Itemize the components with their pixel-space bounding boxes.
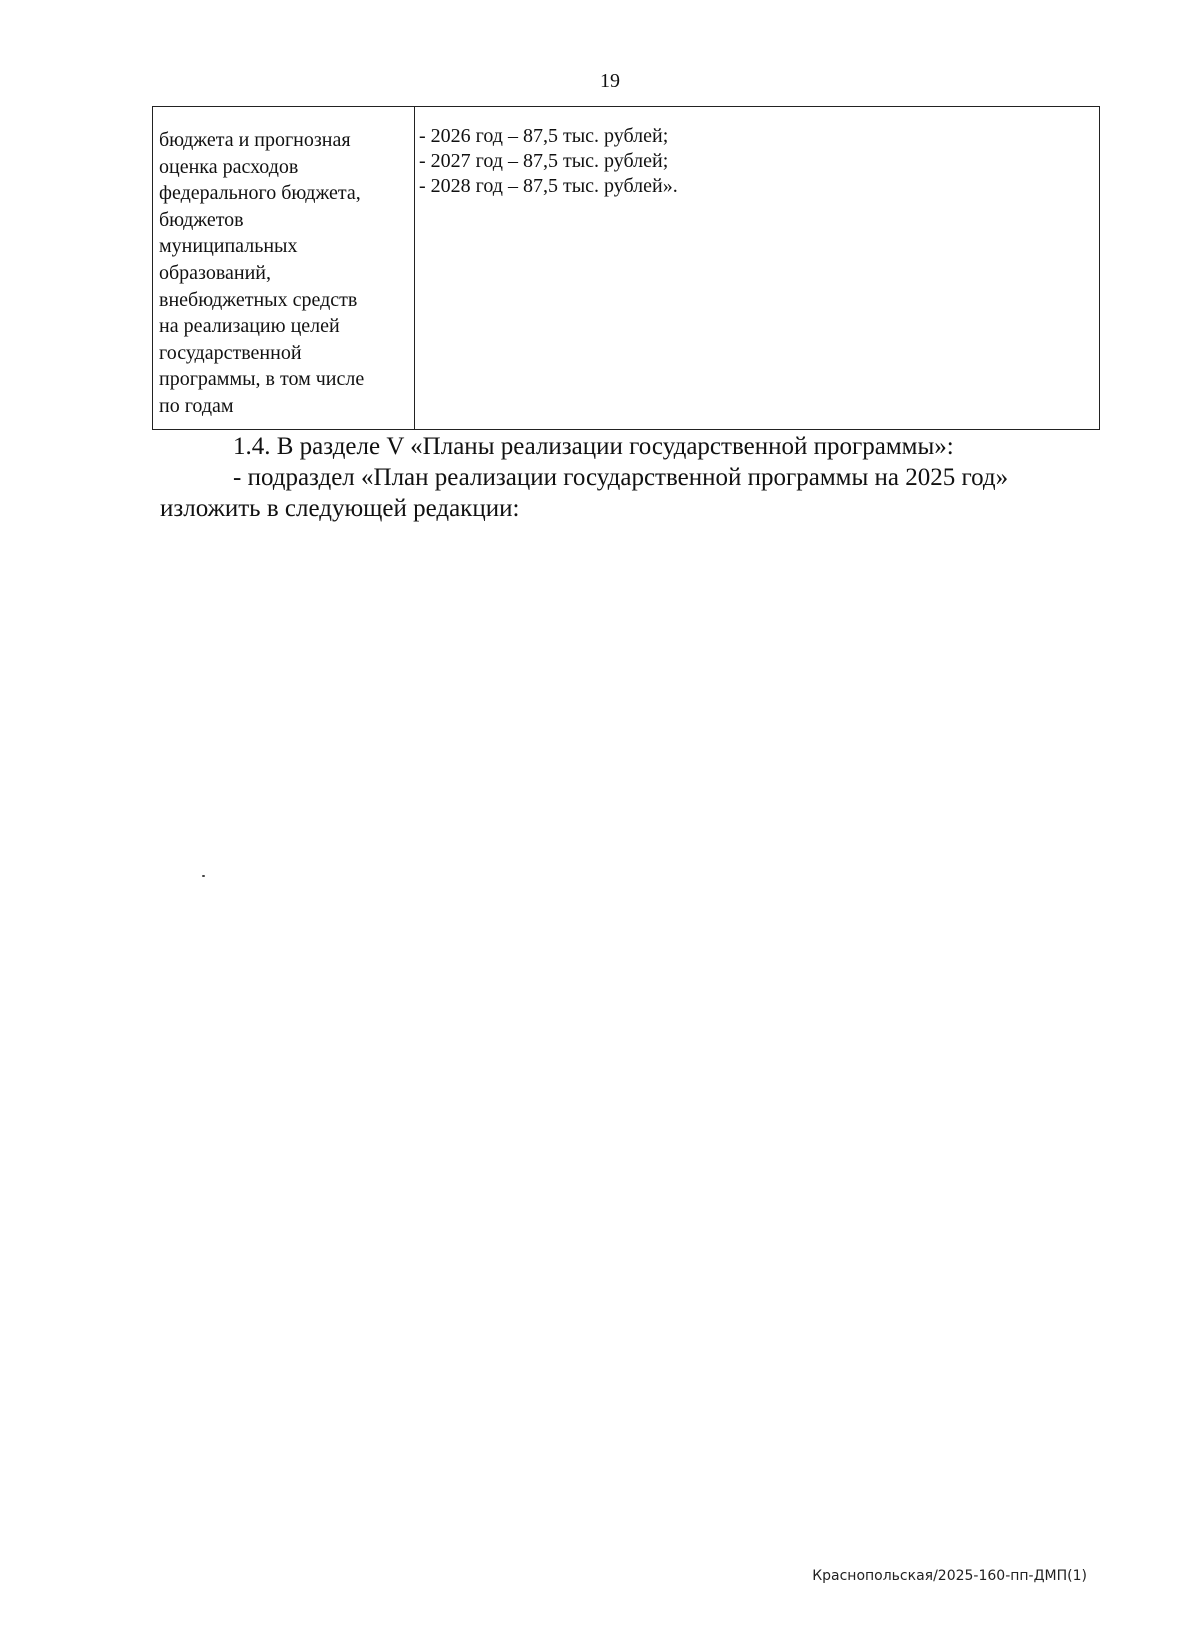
scan-speck bbox=[202, 875, 205, 877]
budget-table bbox=[152, 106, 1100, 430]
continuation-paragraph: изложить в следующей редакции: bbox=[160, 495, 520, 522]
label-line: на реализацию целей bbox=[159, 315, 340, 338]
year-amount-2026: - 2026 год – 87,5 тыс. рублей; bbox=[419, 125, 669, 147]
label-line: бюджета и прогнозная bbox=[159, 129, 351, 151]
label-line: внебюджетных средств bbox=[159, 288, 358, 311]
label-line: бюджетов bbox=[159, 208, 244, 231]
year-amount-2027: - 2027 год – 87,5 тыс. рублей; bbox=[419, 150, 669, 172]
label-line: по годам bbox=[159, 394, 234, 417]
label-line: муниципальных bbox=[159, 235, 298, 258]
label-line: программы, в том числе bbox=[159, 368, 365, 391]
table-cell-label bbox=[153, 107, 415, 429]
table-cell-values bbox=[415, 107, 1099, 429]
label-line: оценка расходов bbox=[159, 155, 299, 178]
year-amount-2028: - 2028 год – 87,5 тыс. рублей». bbox=[419, 175, 678, 197]
page-number: 19 bbox=[600, 70, 620, 92]
section-paragraph: 1.4. В разделе V «Планы реализации государственной программы»: bbox=[233, 433, 954, 460]
label-line: образований, bbox=[159, 261, 272, 284]
label-line: государственной bbox=[159, 341, 302, 364]
subsection-paragraph: - подраздел «План реализации государственной программы на 2025 год» bbox=[233, 464, 1009, 491]
label-line: федерального бюджета, bbox=[159, 182, 361, 205]
document-code: Краснопольская/2025-160-пп-ДМП(1) bbox=[812, 1568, 1087, 1584]
